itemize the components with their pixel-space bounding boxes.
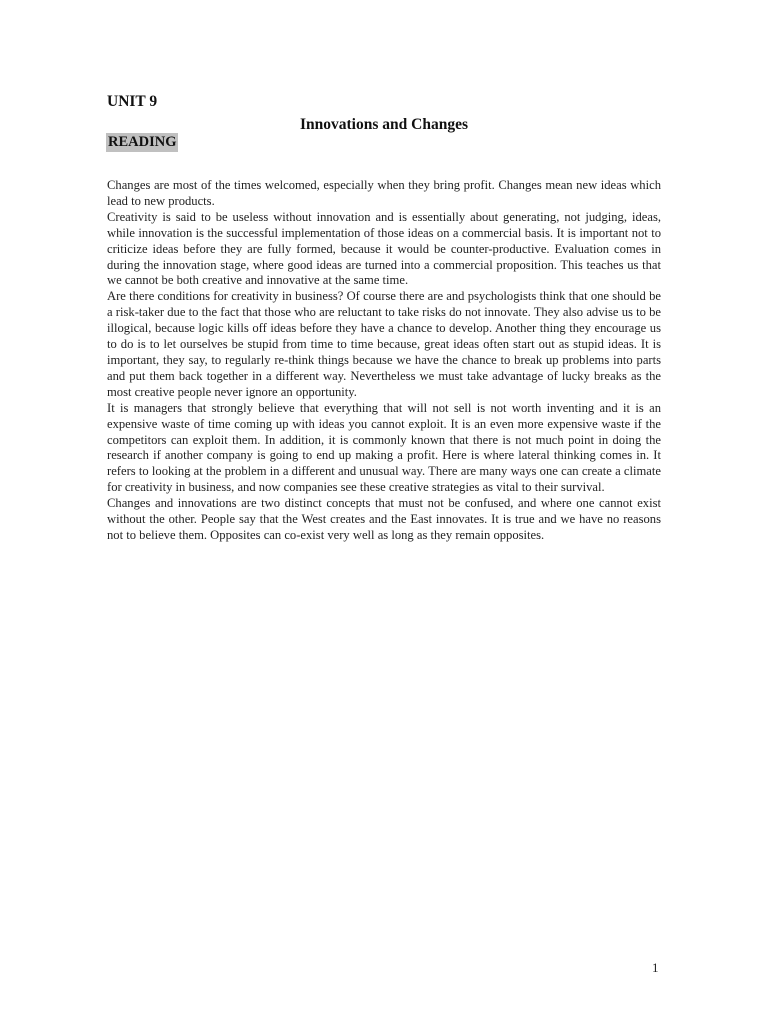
- paragraph: Changes are most of the times welcomed, especially when they bring profit. Changes mean new ideas which lead to new products.: [107, 178, 661, 208]
- document-title: [0, 116, 768, 134]
- paragraph: Creativity is said to be useless without innovation and is essentially about generating, not judging, ideas, while innovation is the successful implementation of those ideas on a commercial basis. It is important not to criticize ideas before they are fully formed, because it would be counter-productive. Evaluation comes in during the innovation stage, where good ideas are turned into a commercial proposition. This teaches us that we cannot be both creative and innovative at the same time.: [107, 209, 661, 288]
- document-title-text: Innovations and Changes: [300, 116, 468, 133]
- paragraph: Changes and innovations are two distinct concepts that must not be confused, and where one cannot exist without the other. People say that the West creates and the East innovates. It is true and we have no reasons not to believe them. Opposites can co-exist very well as long as they remain opposites.: [107, 496, 661, 542]
- paragraph: Are there conditions for creativity in business? Of course there are and psychologists think that one should be a risk-taker due to the fact that those who are reluctant to take risks do not innovate. They also advise us to be illogical, because logic kills off ideas before they have a chance to develop. Another thing they encourage us to do is to let ourselves be stupid from time to time because, great ideas often start out as stupid ideas. It is important, they say, to regularly re-think things because we have the chance to break up problems into parts and put them back together in a different way. Nevertheless we must take advantage of lucky breaks as the most creative people never ignore an opportunity.: [107, 289, 661, 399]
- paragraph: It is managers that strongly believe that everything that will not sell is not worth inventing and it is an expensive waste of time coming up with ideas you cannot exploit. It is an even more expensive waste if the competitors can exploit them. In addition, it is commonly known that there is not much point in doing the research if another company is going to end up making a profit. Here is where lateral thinking comes in. It refers to looking at the problem in a different and unusual way. There are many ways one can create a climate for creativity in business, and now companies see these creative strategies as vital to their survival.: [107, 400, 661, 495]
- page-number: 1: [652, 960, 659, 975]
- reading-body: [107, 178, 661, 544]
- section-label-reading: READING: [108, 134, 177, 150]
- unit-heading: UNIT 9: [107, 93, 158, 110]
